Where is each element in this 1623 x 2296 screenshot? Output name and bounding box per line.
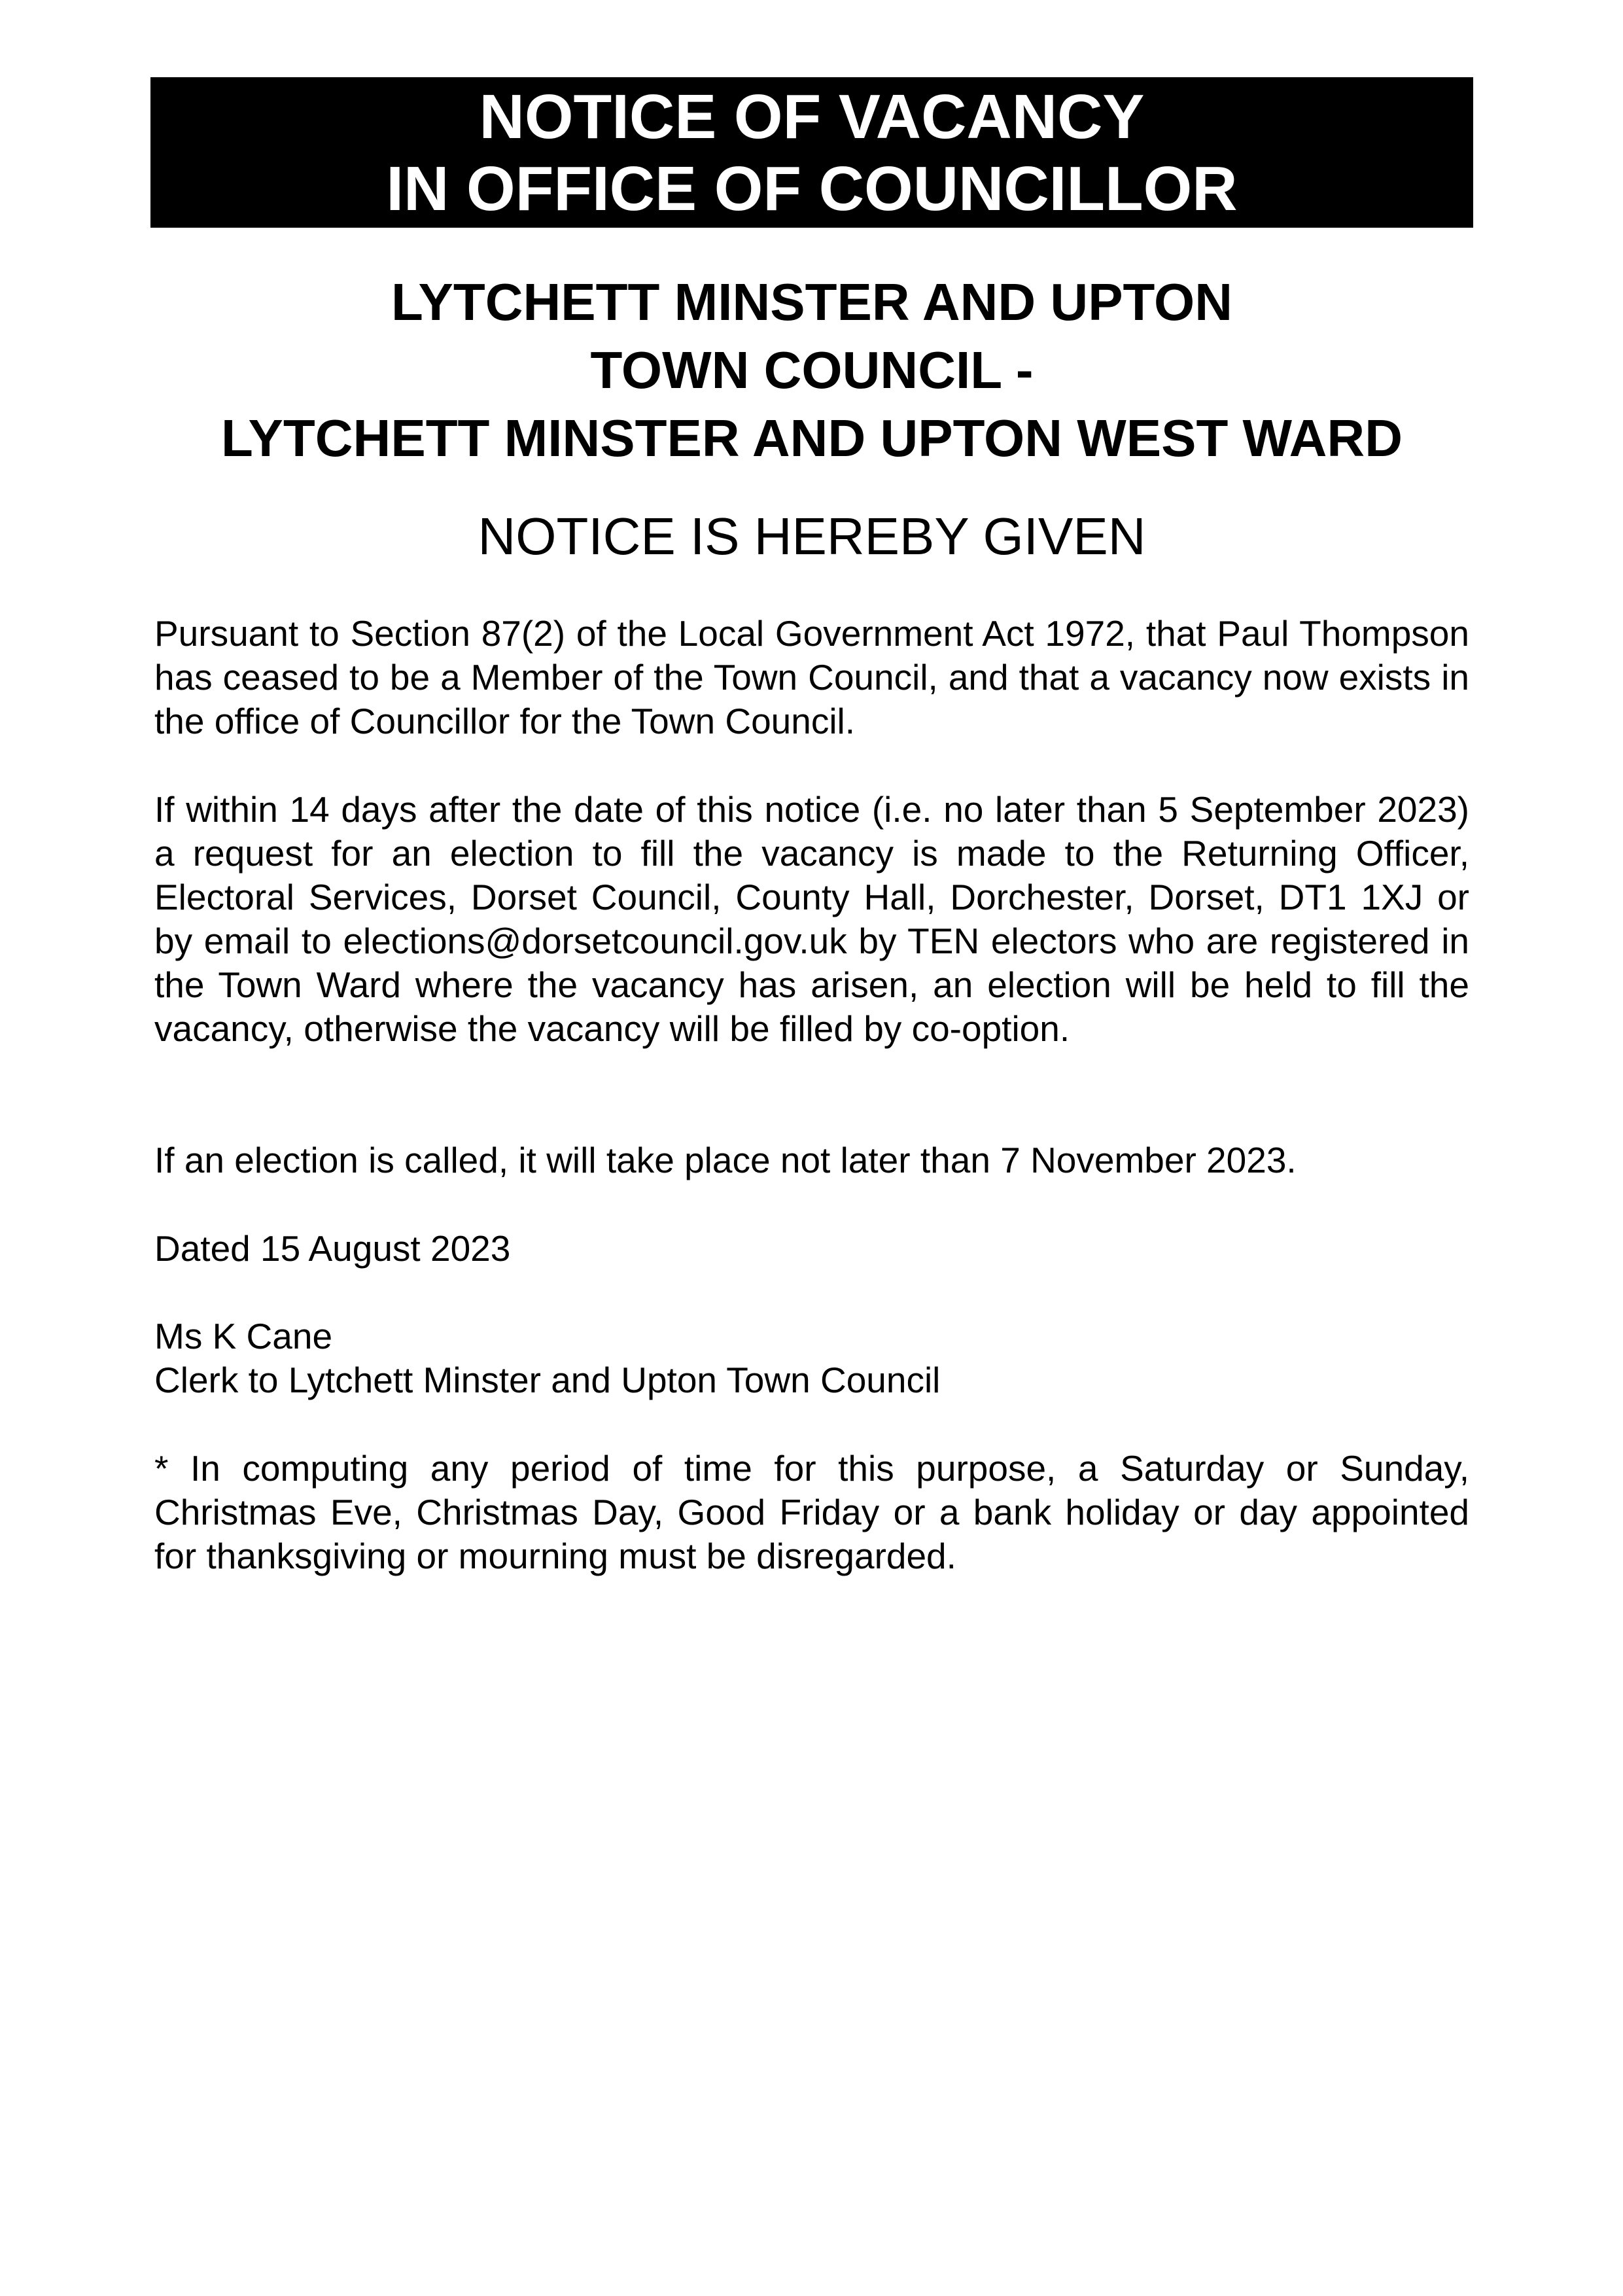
banner-title-line-2: IN OFFICE OF COUNCILLOR [386, 154, 1238, 224]
council-heading-line-1: LYTCHETT MINSTER AND UPTON [391, 273, 1232, 331]
council-heading-line-3: LYTCHETT MINSTER AND UPTON WEST WARD [221, 409, 1403, 467]
cessation-paragraph: Pursuant to Section 87(2) of the Local Government Act 1972, that Paul Thompson has ceased to be a Member of the Town Council, and that a vacancy now exists in the office of Councillor for the Town Council. [154, 613, 1469, 741]
notice-given-heading: NOTICE IS HEREBY GIVEN [478, 507, 1146, 565]
signatory-name: Ms K Cane [154, 1316, 333, 1356]
dated-line: Dated 15 August 2023 [154, 1228, 511, 1269]
signatory-block [154, 1315, 1469, 1402]
signatory-title: Clerk to Lytchett Minster and Upton Town Council [154, 1360, 941, 1400]
footnote-paragraph: * In computing any period of time for this purpose, a Saturday or Sunday, Christmas Eve, Christmas Day, Good Friday or a bank holiday or day appointed for thanksgiving or mourning must be disregarded. [154, 1448, 1469, 1576]
election-request-paragraph: If within 14 days after the date of this notice (i.e. no later than 5 September 2023) a request for an election to fill the vacancy is made to the Returning Officer, Electoral Services, Dorset Council, County Hall, Dorchester, Dorset, DT1 1XJ or by email to elections@dorsetcouncil.gov.uk by TEN electors who are registered in the Town Ward where the vacancy has arisen, an election will be held to fill the vacancy, otherwise the vacancy will be filled by co-option. [154, 789, 1469, 1049]
council-heading [150, 268, 1473, 472]
council-heading-line-2: TOWN COUNCIL - [590, 341, 1034, 399]
election-date-paragraph: If an election is called, it will take place not later than 7 November 2023. [154, 1140, 1297, 1180]
banner-title-line-1: NOTICE OF VACANCY [479, 82, 1145, 152]
notice-banner [150, 77, 1473, 228]
